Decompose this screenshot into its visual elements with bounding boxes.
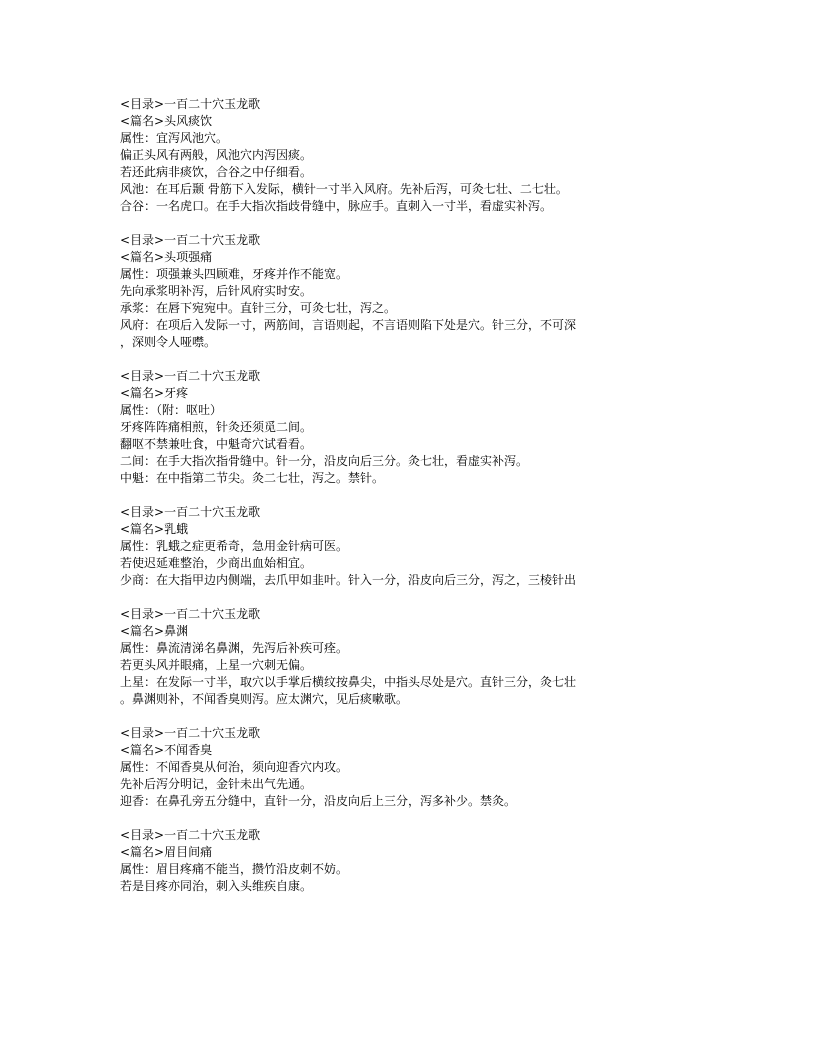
text-line: 属性：项强兼头四顾难，牙疼并作不能宽。 [120, 267, 349, 281]
text-line: 迎香：在鼻孔旁五分缝中，直针一分，沿皮向后上三分，泻多补少。禁灸。 [120, 794, 517, 808]
text-line: 风池：在耳后颞 骨筋下入发际，横针一寸半入风府。先补后泻，可灸七壮、二七壮。 [120, 182, 568, 196]
text-line: 属性：宜泻风池穴。 [120, 131, 229, 145]
chapter-title: <篇名>不闻香臭 [120, 743, 213, 757]
text-line: 属性：鼻流清涕名鼻渊，先泻后补疾可痊。 [120, 641, 349, 655]
entry-section [120, 725, 680, 810]
chapter-title: <篇名>头风痰饮 [120, 114, 213, 128]
text-line: 属性：眉目疼痛不能当，攒竹沿皮刺不妨。 [120, 862, 349, 876]
entry-section [120, 827, 680, 895]
text-line: 若使迟延难整治，少商出血始相宜。 [120, 556, 313, 570]
text-line: 先向承浆明补泻，后针风府实时安。 [120, 284, 313, 298]
text-line: 若更头风并眼痛，上星一穴刺无偏。 [120, 658, 313, 672]
chapter-title: <篇名>牙疼 [120, 386, 189, 400]
catalog-line: <目录>一百二十穴玉龙歌 [120, 233, 261, 247]
text-line: 偏正头风有两般，风池穴内泻因痰。 [120, 148, 313, 162]
catalog-line: <目录>一百二十穴玉龙歌 [120, 97, 261, 111]
catalog-line: <目录>一百二十穴玉龙歌 [120, 369, 261, 383]
text-line: 二间：在手大指次指骨缝中。针一分，沿皮向后三分。灸七壮，看虚实补泻。 [120, 454, 529, 468]
text-line: 中魁：在中指第二节尖。灸二七壮，泻之。禁针。 [120, 471, 385, 485]
entry-section [120, 504, 680, 589]
catalog-line: <目录>一百二十穴玉龙歌 [120, 607, 261, 621]
entry-section [120, 368, 680, 487]
catalog-line: <目录>一百二十穴玉龙歌 [120, 828, 261, 842]
catalog-line: <目录>一百二十穴玉龙歌 [120, 505, 261, 519]
text-line: 若还此病非痰饮，合谷之中仔细看。 [120, 165, 313, 179]
text-line: 属性：乳蛾之症更希奇，急用金针病可医。 [120, 539, 349, 553]
text-line: 牙疼阵阵痛相煎，针灸还须觅二间。 [120, 420, 313, 434]
text-line: 属性：（附：呕吐） [120, 403, 223, 417]
text-line: 上星：在发际一寸半，取穴以手掌后横纹按鼻尖，中指头尽处是穴。直针三分，灸七壮 [120, 675, 577, 689]
document-page [120, 96, 680, 912]
text-line: 。鼻渊则补，不闻香臭则泻。应太渊穴，见后痰嗽歌。 [120, 692, 409, 706]
catalog-line: <目录>一百二十穴玉龙歌 [120, 726, 261, 740]
text-line: 承浆：在唇下宛宛中。直针三分，可灸七壮，泻之。 [120, 301, 397, 315]
text-line: 属性：不闻香臭从何治，须向迎香穴内攻。 [120, 760, 349, 774]
text-line: 风府：在项后入发际一寸，两筋间，言语则起，不言语则陷下处是穴。针三分，不可深 [120, 318, 577, 332]
text-line: ，深则令人哑噤。 [120, 335, 217, 349]
chapter-title: <篇名>鼻渊 [120, 624, 189, 638]
text-line: 若是目疼亦同治，刺入头维疾自康。 [120, 879, 313, 893]
text-line: 先补后泻分明记，金针未出气先通。 [120, 777, 313, 791]
text-line: 少商：在大指甲边内侧端，去爪甲如韭叶。针入一分，沿皮向后三分，泻之，三棱针出 [120, 573, 577, 587]
text-line: 合谷：一名虎口。在手大指次指歧骨缝中，脉应手。直刺入一寸半，看虚实补泻。 [120, 199, 553, 213]
chapter-title: <篇名>眉目间痛 [120, 845, 213, 859]
chapter-title: <篇名>乳蛾 [120, 522, 189, 536]
text-line: 翻呕不禁兼吐食，中魁奇穴试看看。 [120, 437, 313, 451]
chapter-title: <篇名>头项强痛 [120, 250, 213, 264]
entry-section [120, 96, 680, 215]
entry-section [120, 606, 680, 708]
entry-section [120, 232, 680, 351]
